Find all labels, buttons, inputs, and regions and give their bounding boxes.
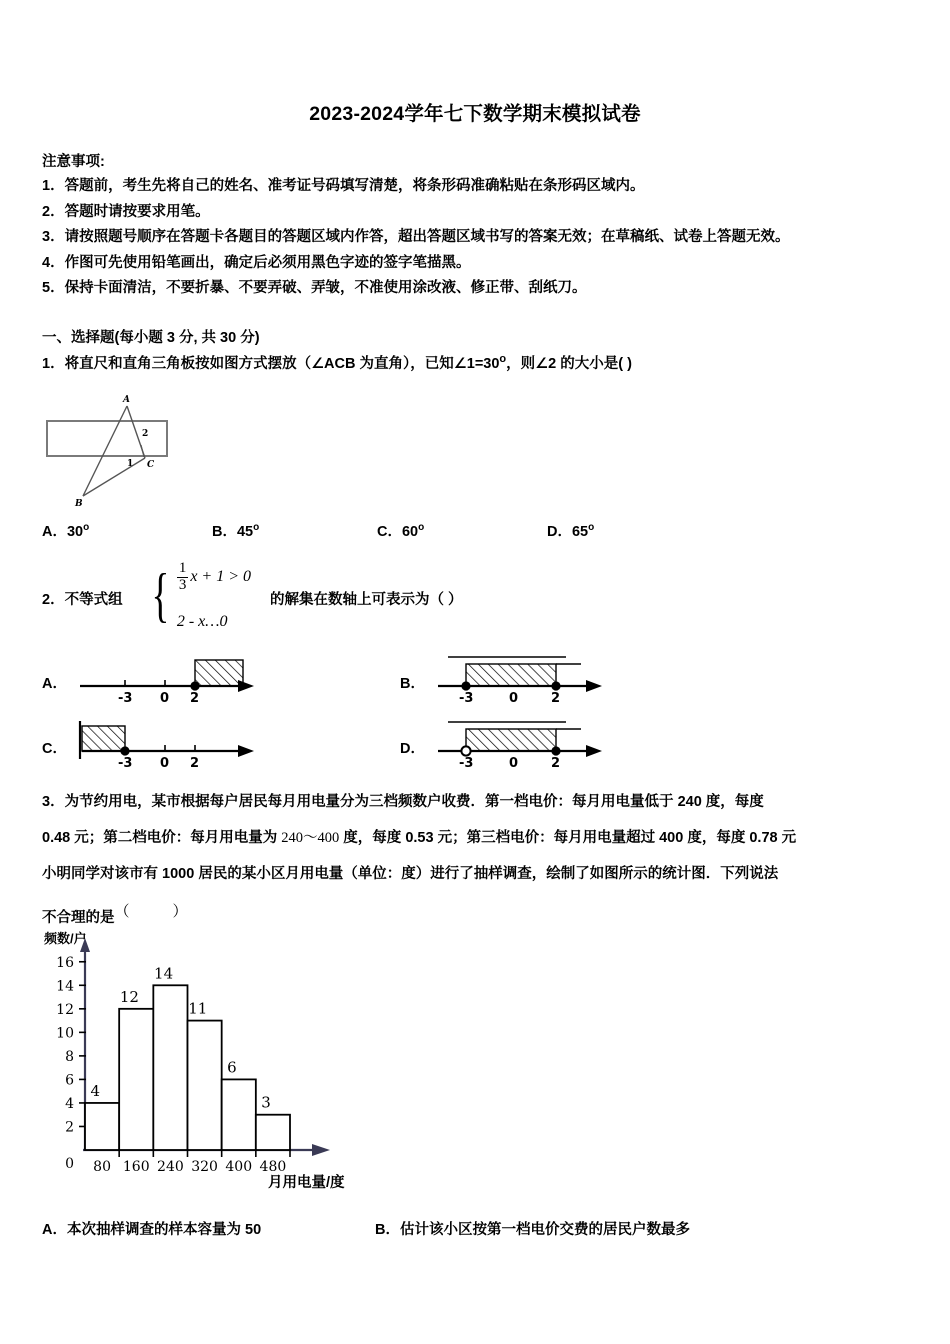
axis-arrow bbox=[238, 680, 254, 692]
tick-label-2: 2 bbox=[551, 756, 561, 771]
q3-option-a[interactable] bbox=[42, 1218, 261, 1239]
tick-label-minus3: -3 bbox=[118, 691, 133, 706]
fraction-numerator: 1 bbox=[178, 560, 187, 576]
q3-line-1: 3．为节约用电，某市根据每户居民每月用电量分为三档频数户收费．第一档电价：每月用电量低于 240 度，每度 bbox=[42, 794, 764, 810]
axis-arrow bbox=[586, 745, 602, 757]
label-c: C bbox=[147, 460, 155, 470]
q2-option-c[interactable] bbox=[42, 717, 272, 772]
tick-label-minus3: -3 bbox=[459, 691, 474, 706]
y-tick-label: 6 bbox=[65, 1072, 74, 1089]
q3-line-2 bbox=[42, 820, 922, 856]
q1-stem-after: ，则∠2 的大小是( ) bbox=[506, 356, 632, 372]
hatched-region bbox=[195, 660, 243, 686]
q1-option-a[interactable] bbox=[42, 520, 89, 541]
ruler-rectangle bbox=[47, 421, 167, 456]
question-3-stem bbox=[42, 784, 922, 892]
histogram-bar bbox=[188, 1021, 222, 1150]
x-tick-label: 240 bbox=[157, 1159, 184, 1175]
open-dot-minus3 bbox=[461, 746, 470, 755]
q3-line-2a: 0.48 元；第二档电价：每月用电量为 bbox=[42, 830, 282, 846]
notice-item: 5．保持卡面清洁，不要折暴、不要弄破、弄皱，不准使用涂改液、修正带、刮纸刀。 bbox=[42, 280, 587, 296]
bar-value-label: 14 bbox=[154, 964, 174, 983]
q1-option-d[interactable] bbox=[547, 520, 594, 541]
label-angle-2: 2 bbox=[142, 429, 149, 439]
q1-option-d-unit: o bbox=[588, 522, 595, 534]
histogram-bar bbox=[222, 1079, 256, 1150]
section-heading: 一、选择题(每小题 3 分, 共 30 分) bbox=[42, 330, 260, 346]
y-tick-label: 16 bbox=[56, 954, 74, 971]
y-tick-label: 14 bbox=[56, 978, 74, 995]
q2-option-c-numberline bbox=[68, 717, 263, 772]
tick-label-minus3: -3 bbox=[118, 756, 133, 771]
system-brace: { bbox=[151, 562, 170, 629]
q2-option-b[interactable] bbox=[400, 652, 640, 707]
closed-dot-minus3 bbox=[120, 746, 129, 755]
question-2-label: 2．不等式组 bbox=[42, 592, 123, 608]
bar-value-label: 4 bbox=[90, 1081, 101, 1100]
q3-option-b-letter: B． bbox=[375, 1222, 400, 1238]
system-line-2: 2 - x…0 bbox=[176, 613, 228, 630]
hatched-region bbox=[466, 664, 556, 686]
q2-option-a[interactable] bbox=[42, 652, 272, 707]
question-1-options bbox=[42, 520, 922, 542]
q1-option-c-value: 60 bbox=[401, 524, 419, 540]
chart-x-axis-label: 月用电量/度 bbox=[268, 1175, 345, 1191]
tick-label-0: 0 bbox=[509, 756, 519, 771]
question-2-tail: 的解集在数轴上可表示为（ ） bbox=[270, 592, 463, 608]
y-tick-label: 12 bbox=[56, 1001, 74, 1018]
q3-option-a-letter: A． bbox=[42, 1222, 67, 1238]
x-tick-label: 160 bbox=[122, 1159, 150, 1175]
histogram-bar bbox=[256, 1115, 290, 1150]
q2-option-b-numberline bbox=[426, 652, 626, 707]
q1-option-b-unit: o bbox=[253, 522, 260, 534]
notice-item: 2．答题时请按要求用笔。 bbox=[42, 203, 210, 220]
tick-label-2: 2 bbox=[551, 691, 561, 706]
q1-stem-before: 1．将直尺和直角三角板按如图方式摆放（∠ACB 为直角），已知∠1=30 bbox=[42, 356, 500, 372]
q2-inequality-system bbox=[146, 558, 251, 634]
hatched-region bbox=[82, 726, 125, 751]
q1-option-a-letter: A． bbox=[42, 524, 67, 540]
q3-line-4-paren: （ ） bbox=[114, 904, 202, 920]
q2-option-b-letter: B． bbox=[400, 676, 425, 692]
q3-line-3: 小明同学对该市有 1000 居民的某小区月用电量（单位：度）进行了抽样调查，绘制了如图所示的统计图．下列说法 bbox=[42, 866, 779, 882]
q2-option-d[interactable] bbox=[400, 717, 640, 772]
q1-option-a-unit: o bbox=[83, 522, 90, 534]
notice-heading: 注意事项: bbox=[42, 154, 105, 170]
q2-option-d-letter: D． bbox=[400, 741, 425, 757]
notice-block bbox=[42, 150, 922, 302]
label-a: A bbox=[123, 395, 130, 405]
q1-option-b-letter: B． bbox=[212, 524, 237, 540]
bar-value-label: 3 bbox=[261, 1093, 271, 1112]
y-tick-label: 10 bbox=[56, 1025, 74, 1042]
tick-label-0: 0 bbox=[160, 691, 170, 706]
bar-value-label: 6 bbox=[227, 1058, 237, 1077]
notice-item: 1．答题前，考生先将自己的姓名、准考证号码填写清楚，将条形码准确粘贴在条形码区域内。 bbox=[42, 178, 645, 194]
q3-line-4 bbox=[42, 900, 202, 927]
histogram-bar bbox=[85, 1103, 119, 1150]
hatched-region bbox=[466, 729, 556, 751]
histogram-bar bbox=[119, 1009, 153, 1150]
label-b: B bbox=[75, 499, 83, 509]
tick-label-minus3: -3 bbox=[459, 756, 474, 771]
fraction-one-third bbox=[177, 561, 189, 594]
y-tick-label: 2 bbox=[65, 1119, 74, 1136]
q3-range: 240～400 bbox=[281, 830, 340, 846]
q3-line-2b: 度，每度 0.53 元；第三档电价：每月用电量超过 400 度，每度 0.78 元 bbox=[339, 830, 797, 846]
question-1-stem bbox=[42, 352, 632, 373]
notice-item: 3．请按照题号顺序在答题卡各题目的答题区域内作答，超出答题区域书写的答案无效；在草稿纸、试卷上答题无效。 bbox=[42, 229, 790, 245]
closed-dot-2 bbox=[190, 681, 199, 690]
tick-label-0: 0 bbox=[160, 756, 170, 771]
frequency-histogram bbox=[40, 928, 400, 1203]
tick-label-2: 2 bbox=[190, 756, 200, 771]
bar-value-label: 12 bbox=[119, 987, 139, 1006]
histogram-plot bbox=[40, 928, 400, 1188]
tick-label-2: 2 bbox=[190, 691, 200, 706]
closed-dot-2 bbox=[551, 746, 560, 755]
axis-arrow bbox=[586, 680, 602, 692]
q2-option-a-letter: A． bbox=[42, 676, 67, 692]
q1-option-d-value: 65 bbox=[571, 524, 589, 540]
label-angle-1: 1 bbox=[127, 459, 134, 469]
q3-line-4-text: 不合理的是 bbox=[42, 909, 115, 926]
y-tick-label: 8 bbox=[65, 1048, 74, 1065]
q3-option-b[interactable] bbox=[375, 1218, 690, 1239]
q2-option-d-numberline bbox=[426, 717, 626, 772]
closed-dot-2 bbox=[551, 681, 560, 690]
q1-option-a-value: 30 bbox=[66, 524, 84, 540]
x-tick-label: 320 bbox=[191, 1159, 218, 1175]
chart-y-axis-label: 频数/户 bbox=[44, 931, 87, 946]
q1-option-c-letter: C． bbox=[377, 524, 402, 540]
histogram-bar bbox=[153, 985, 187, 1150]
x-tick-label: 80 bbox=[93, 1159, 111, 1175]
fraction-denominator: 3 bbox=[178, 576, 187, 593]
y-tick-label: 4 bbox=[65, 1095, 74, 1112]
q1-option-d-letter: D． bbox=[547, 524, 572, 540]
x-tick-label: 480 bbox=[259, 1159, 287, 1175]
q1-option-c-unit: o bbox=[418, 522, 425, 534]
closed-dot-minus3 bbox=[461, 681, 470, 690]
q1-ruler-triangle-figure bbox=[45, 388, 230, 513]
q3-option-b-text: 估计该小区按第一档电价交费的居民户数最多 bbox=[399, 1222, 690, 1238]
system-line-1-rest: x + 1 > 0 bbox=[190, 568, 252, 586]
bar-value-label: 11 bbox=[188, 999, 208, 1018]
x-tick-label: 400 bbox=[225, 1159, 253, 1175]
q2-option-a-numberline bbox=[68, 652, 263, 707]
axis-arrow bbox=[238, 745, 254, 757]
q1-option-c[interactable] bbox=[377, 520, 424, 541]
system-lines bbox=[173, 561, 251, 631]
notice-item: 4．作图可先使用铅笔画出，确定后必须用黑色字迹的签字笔描黑。 bbox=[42, 254, 471, 271]
q1-degree-sign: o bbox=[499, 353, 507, 366]
system-line-1 bbox=[177, 561, 251, 594]
q2-option-c-letter: C． bbox=[42, 741, 67, 757]
q1-option-b[interactable] bbox=[212, 520, 259, 541]
tick-label-0: 0 bbox=[509, 691, 519, 706]
q3-option-a-text: 本次抽样调查的样本容量为 50 bbox=[66, 1222, 262, 1238]
x-axis-arrow bbox=[312, 1144, 330, 1156]
q1-option-b-value: 45 bbox=[236, 524, 254, 540]
origin-label: 0 bbox=[65, 1156, 74, 1172]
page-title: 2023-2024学年七下数学期末模拟试卷 bbox=[309, 103, 641, 125]
